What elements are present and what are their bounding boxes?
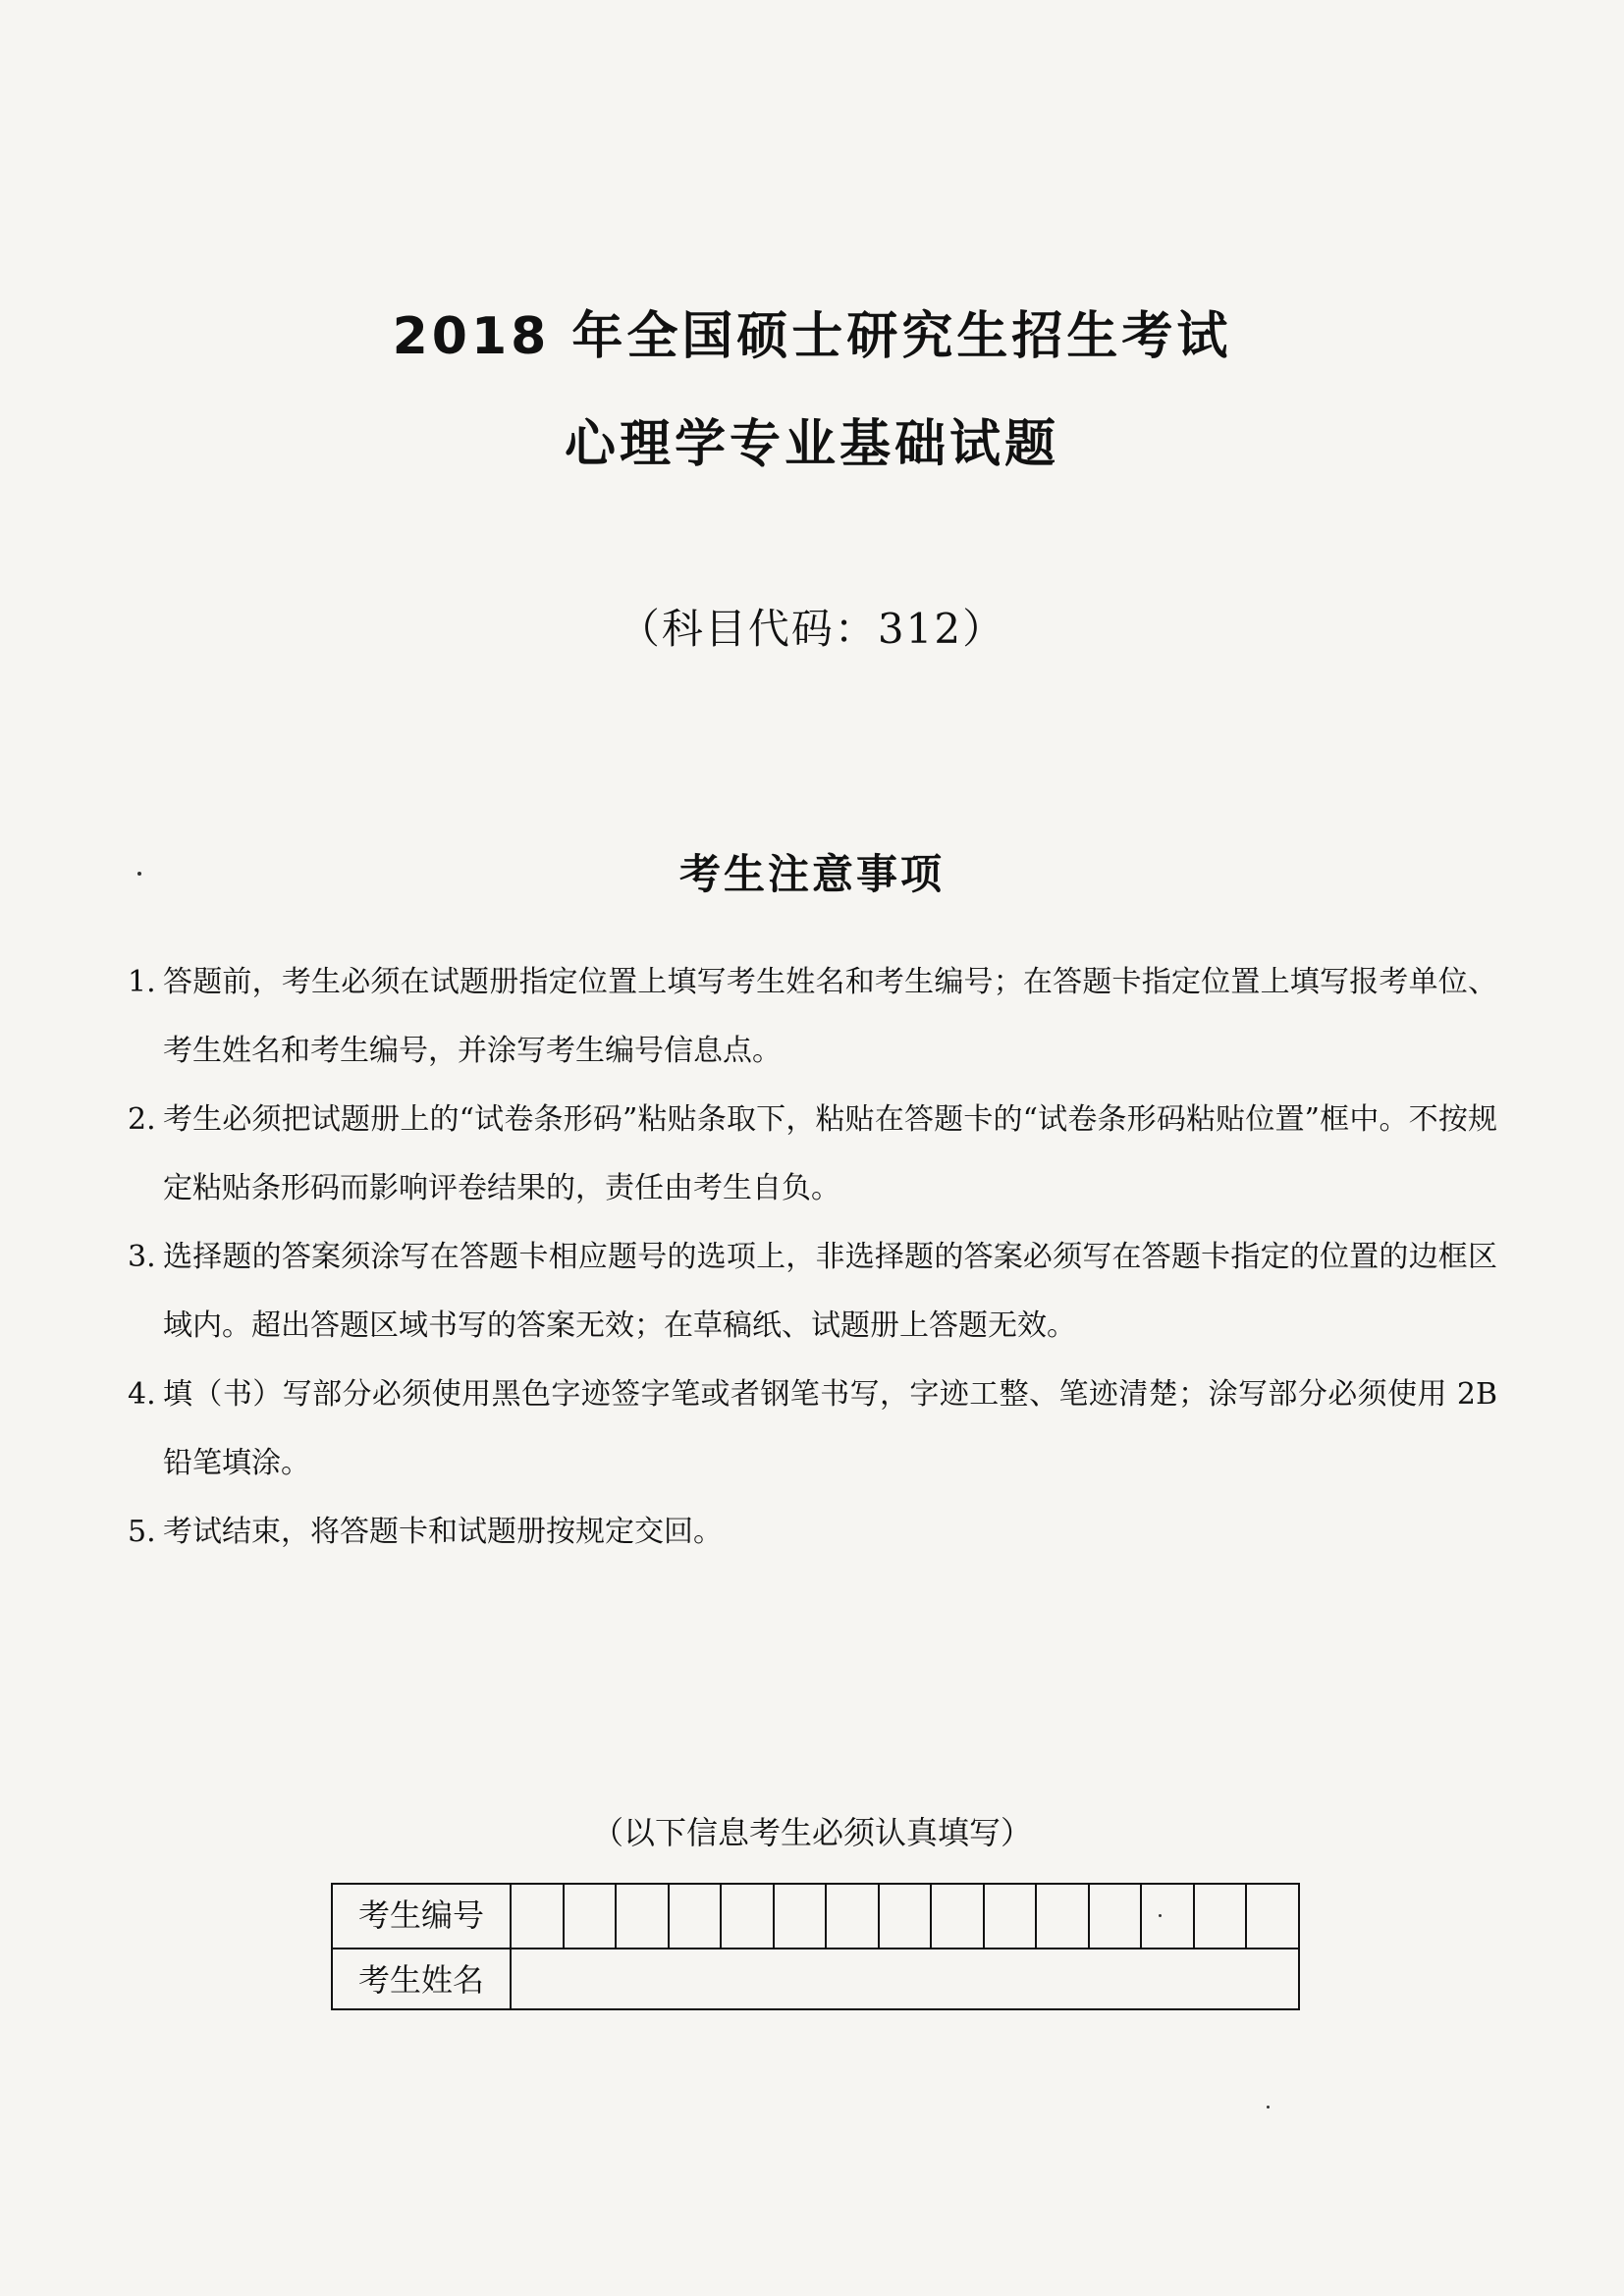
exam-title: 2018 年全国硕士研究生招生考试 xyxy=(392,307,1232,366)
candidate-name-row xyxy=(333,1948,1298,2010)
candidate-id-digit-cell[interactable] xyxy=(1247,1885,1298,1948)
notice-item xyxy=(128,1498,1497,1567)
candidate-id-digit-cell[interactable] xyxy=(670,1885,723,1948)
notice-item-text: 答题前，考生必须在试题册指定位置上填写考生姓名和考生编号；在答题卡指定位置上填写报考单位、考生姓名和考生编号，并涂写考生编号信息点。 xyxy=(163,965,1497,1068)
exam-subtitle: 心理学专业基础试题 xyxy=(564,415,1059,474)
candidate-id-digit-cell[interactable] xyxy=(1090,1885,1143,1948)
candidate-id-digit-cell[interactable] xyxy=(775,1885,828,1948)
candidate-id-digit-cell[interactable] xyxy=(985,1885,1038,1948)
notice-item-number: 1. xyxy=(128,965,156,999)
notice-item-number: 5. xyxy=(128,1515,156,1549)
candidate-id-digit-cell[interactable] xyxy=(565,1885,618,1948)
candidate-id-row xyxy=(333,1885,1298,1948)
notice-item-text: 选择题的答案须涂写在答题卡相应题号的选项上，非选择题的答案必须写在答题卡指定的位置的边框区域内。超出答题区域书写的答案无效；在草稿纸、试题册上答题无效。 xyxy=(163,1240,1497,1343)
notice-item xyxy=(128,1086,1497,1223)
notice-item-text: 考生必须把试题册上的“试卷条形码”粘贴条取下，粘贴在答题卡的“试卷条形码粘贴位置”框中。不按规定粘贴条形码而影响评卷结果的，责任由考生自负。 xyxy=(163,1102,1497,1205)
candidate-name-field[interactable] xyxy=(512,1949,1298,2010)
candidate-id-label: 考生编号 xyxy=(333,1885,512,1948)
candidate-id-digit-cell[interactable] xyxy=(1195,1885,1248,1948)
scan-speck xyxy=(1267,2106,1270,2109)
notice-item-number: 2. xyxy=(128,1102,156,1137)
notice-item xyxy=(128,1361,1497,1498)
candidate-id-digit-cell[interactable] xyxy=(1037,1885,1090,1948)
notice-list xyxy=(128,948,1497,1567)
candidate-id-digit-cell[interactable] xyxy=(722,1885,775,1948)
candidate-info-table xyxy=(331,1883,1300,2010)
candidate-id-cells[interactable] xyxy=(512,1885,1298,1948)
candidate-id-digit-cell[interactable] xyxy=(512,1885,565,1948)
scan-speck xyxy=(1159,1914,1162,1917)
candidate-id-digit-cell[interactable] xyxy=(880,1885,933,1948)
subject-code: （科目代码：312） xyxy=(618,605,1006,653)
notice-item-text: 考试结束，将答题卡和试题册按规定交回。 xyxy=(163,1515,723,1549)
notice-item xyxy=(128,948,1497,1086)
scan-speck xyxy=(137,872,141,876)
candidate-id-digit-cell[interactable] xyxy=(617,1885,670,1948)
candidate-id-digit-cell[interactable] xyxy=(827,1885,880,1948)
notice-item-number: 4. xyxy=(128,1377,156,1412)
notice-heading: 考生注意事项 xyxy=(678,850,945,898)
notice-item xyxy=(128,1223,1497,1361)
notice-item-text: 填（书）写部分必须使用黑色字迹签字笔或者钢笔书写，字迹工整、笔迹清楚；涂写部分必须使用 2B 铅笔填涂。 xyxy=(163,1377,1497,1480)
info-note: （以下信息考生必须认真填写） xyxy=(591,1814,1032,1851)
candidate-id-digit-cell[interactable] xyxy=(1142,1885,1195,1948)
candidate-id-digit-cell[interactable] xyxy=(932,1885,985,1948)
notice-item-number: 3. xyxy=(128,1240,156,1274)
candidate-name-label: 考生姓名 xyxy=(333,1949,512,2010)
